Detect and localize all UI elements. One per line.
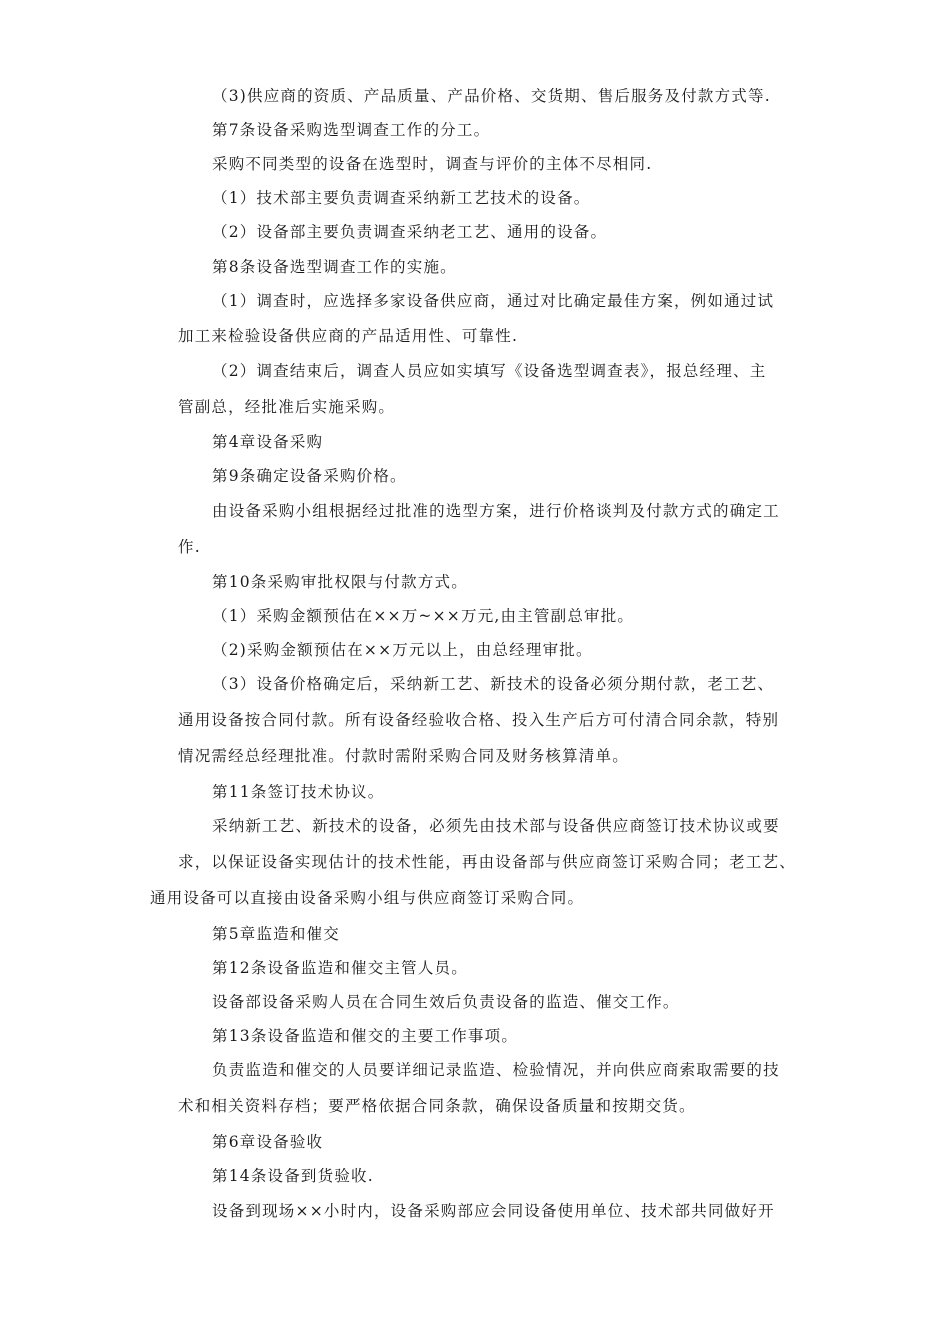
text-line: 求，以保证设备实现估计的技术性能，再由设备部与供应商签订采购合同；老工艺、 [178,853,796,871]
text-line: 通用设备按合同付款。所有设备经验收合格、投入生产后方可付清合同余款，特别 [178,711,780,729]
chapter-heading: 第4章设备采购 [212,433,324,451]
text-line: （3）设备价格确定后，采纳新工艺、新技术的设备必须分期付款，老工艺、 [212,675,775,693]
chapter-heading: 第6章设备验收 [212,1133,324,1151]
article-heading: 第10条采购审批权限与付款方式。 [212,573,468,591]
text-line: 加工来检验设备供应商的产品适用性、可靠性. [178,327,519,345]
article-heading: 第7条设备采购选型调查工作的分工。 [212,121,491,139]
text-line: （2)采购金额预估在××万元以上，由总经理审批。 [212,641,593,659]
text-line: 管副总，经批准后实施采购。 [178,398,396,416]
text-line: （1）采购金额预估在××万~××万元,由主管副总审批。 [212,607,635,625]
article-heading: 第14条设备到货验收. [212,1167,374,1185]
text-line: （1）调查时，应选择多家设备供应商，通过对比确定最佳方案，例如通过试 [212,292,775,310]
article-heading: 第9条确定设备采购价格。 [212,467,407,485]
text-line: 采购不同类型的设备在选型时，调查与评价的主体不尽相同. [212,155,653,173]
chapter-heading: 第5章监造和催交 [212,925,340,943]
article-heading: 第12条设备监造和催交主管人员。 [212,959,468,977]
text-line: （2）调查结束后，调查人员应如实填写《设备选型调查表》，报总经理、主 [212,362,767,380]
text-line: 作. [178,538,201,556]
text-line: 设备到现场××小时内，设备采购部应会同设备使用单位、技术部共同做好开 [212,1202,775,1220]
text-line: 设备部设备采购人员在合同生效后负责设备的监造、催交工作。 [212,993,680,1011]
text-line: （1）技术部主要负责调查采纳新工艺技术的设备。 [212,189,591,207]
text-line: 术和相关资料存档；要严格依据合同条款，确保设备质量和按期交货。 [178,1097,696,1115]
text-line: 负责监造和催交的人员要详细记录监造、检验情况，并向供应商索取需要的技 [212,1061,780,1079]
text-line: （2）设备部主要负责调查采纳老工艺、通用的设备。 [212,223,608,241]
article-heading: 第13条设备监造和催交的主要工作事项。 [212,1027,519,1045]
article-heading: 第11条签订技术协议。 [212,783,385,801]
article-heading: 第8条设备选型调查工作的实施。 [212,258,457,276]
text-line: 情况需经总经理批准。付款时需附采购合同及财务核算清单。 [178,747,629,765]
text-line: 通用设备可以直接由设备采购小组与供应商签订采购合同。 [150,889,585,907]
text-line: 由设备采购小组根据经过批准的选型方案，进行价格谈判及付款方式的确定工 [212,502,780,520]
text-line: 采纳新工艺、新技术的设备，必须先由技术部与设备供应商签订技术协议或要 [212,817,780,835]
text-line: （3)供应商的资质、产品质量、产品价格、交货期、售后服务及付款方式等. [212,87,771,105]
